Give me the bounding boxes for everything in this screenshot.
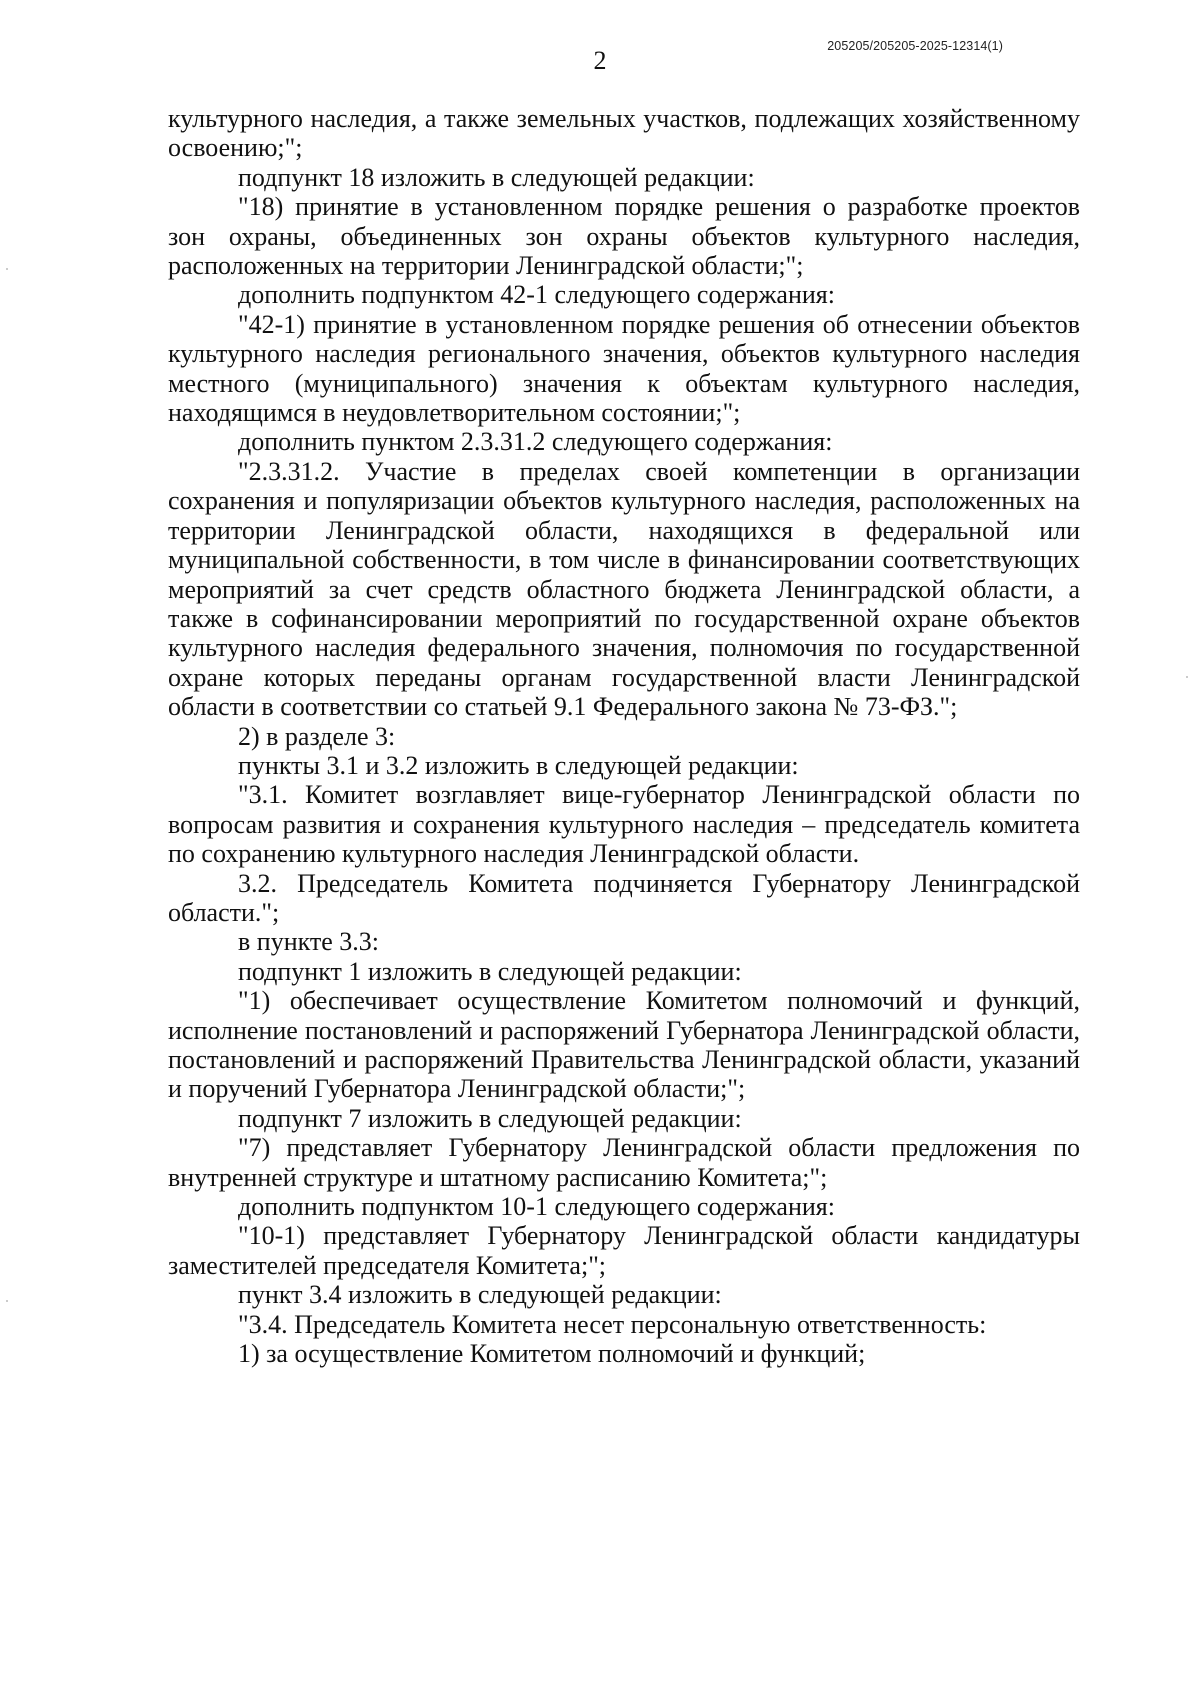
paragraph-12: в пункте 3.3: xyxy=(238,927,380,957)
paragraph-6: дополнить пунктом 2.3.31.2 следующего содержания: xyxy=(238,427,833,457)
paragraph-10: "3.1. Комитет возглавляет вице-губернатор Ленинградской области по вопросам развития и сохранения культурного наследия – председатель комитета по сохранению культурного наследия Ленинградской области. xyxy=(168,780,1080,869)
document-registration-number: 205205/205205-2025-12314(1) xyxy=(827,39,1003,53)
paragraph-15: подпункт 7 изложить в следующей редакции: xyxy=(238,1103,742,1133)
paragraph-1: культурного наследия, а также земельных участков, подлежащих хозяйственному освоению;"; xyxy=(168,104,1080,163)
paragraph-3: "18) принятие в установленном порядке решения о разработке проектов зон охраны, объединенных зон охраны объектов культурного наследия, расположенных на территории Ленинградской области;"; xyxy=(168,192,1080,281)
paragraph-2: подпункт 18 изложить в следующей редакции: xyxy=(238,162,755,192)
scan-artifact xyxy=(1186,676,1188,678)
paragraph-19: пункт 3.4 изложить в следующей редакции: xyxy=(238,1280,722,1310)
paragraph-9: пункты 3.1 и 3.2 изложить в следующей редакции: xyxy=(238,750,799,780)
scan-artifact xyxy=(6,1300,8,1302)
paragraph-5: "42-1) принятие в установленном порядке решения об отнесении объектов культурного наследия регионального значения, объектов культурного наследия местного (муниципального) значения к объектам культурного наследия, находящимся в неудовлетворительном состоянии;"; xyxy=(168,309,1080,428)
paragraph-14: "1) обеспечивает осуществление Комитетом полномочий и функций, исполнение постановлений и распоряжений Губернатора Ленинградской области, постановлений и распоряжений Правительства Ленинградской области, указаний и поручений Губернатора Ленинградской области;"; xyxy=(168,986,1080,1104)
paragraph-7: "2.3.31.2. Участие в пределах своей компетенции в организации сохранения и популяризации объектов культурного наследия, расположенных на территории Ленинградской области, находящихся в федеральной или муниципальной собственности, в том числе в финансировании соответствующих мероприятий за счет средств областного бюджета Ленинградской области, а также в софинансировании мероприятий по государственной охране объектов культурного наследия федерального значения, полномочия по государственной охране которых переданы органам государственной власти Ленинградской области в соответствии со статьей 9.1 Федерального закона № 73-ФЗ."; xyxy=(168,456,1080,722)
paragraph-11: 3.2. Председатель Комитета подчиняется Губернатору Ленинградской области."; xyxy=(168,868,1080,927)
scan-artifact xyxy=(6,268,8,270)
page-number: 2 xyxy=(593,46,607,75)
document-body xyxy=(168,104,1080,1368)
paragraph-20: "3.4. Председатель Комитета несет персональную ответственность: xyxy=(238,1309,987,1339)
paragraph-21: 1) за осуществление Комитетом полномочий и функций; xyxy=(238,1339,866,1369)
paragraph-4: дополнить подпунктом 42-1 следующего содержания: xyxy=(238,280,835,310)
paragraph-8: 2) в разделе 3: xyxy=(238,721,396,751)
paragraph-17: дополнить подпунктом 10-1 следующего содержания: xyxy=(238,1192,835,1222)
paragraph-18: "10-1) представляет Губернатору Ленинградской области кандидатуры заместителей председателя Комитета;"; xyxy=(168,1221,1080,1280)
paragraph-13: подпункт 1 изложить в следующей редакции: xyxy=(238,956,742,986)
paragraph-16: "7) представляет Губернатору Ленинградской области предложения по внутренней структуре и штатному расписанию Комитета;"; xyxy=(168,1133,1080,1192)
